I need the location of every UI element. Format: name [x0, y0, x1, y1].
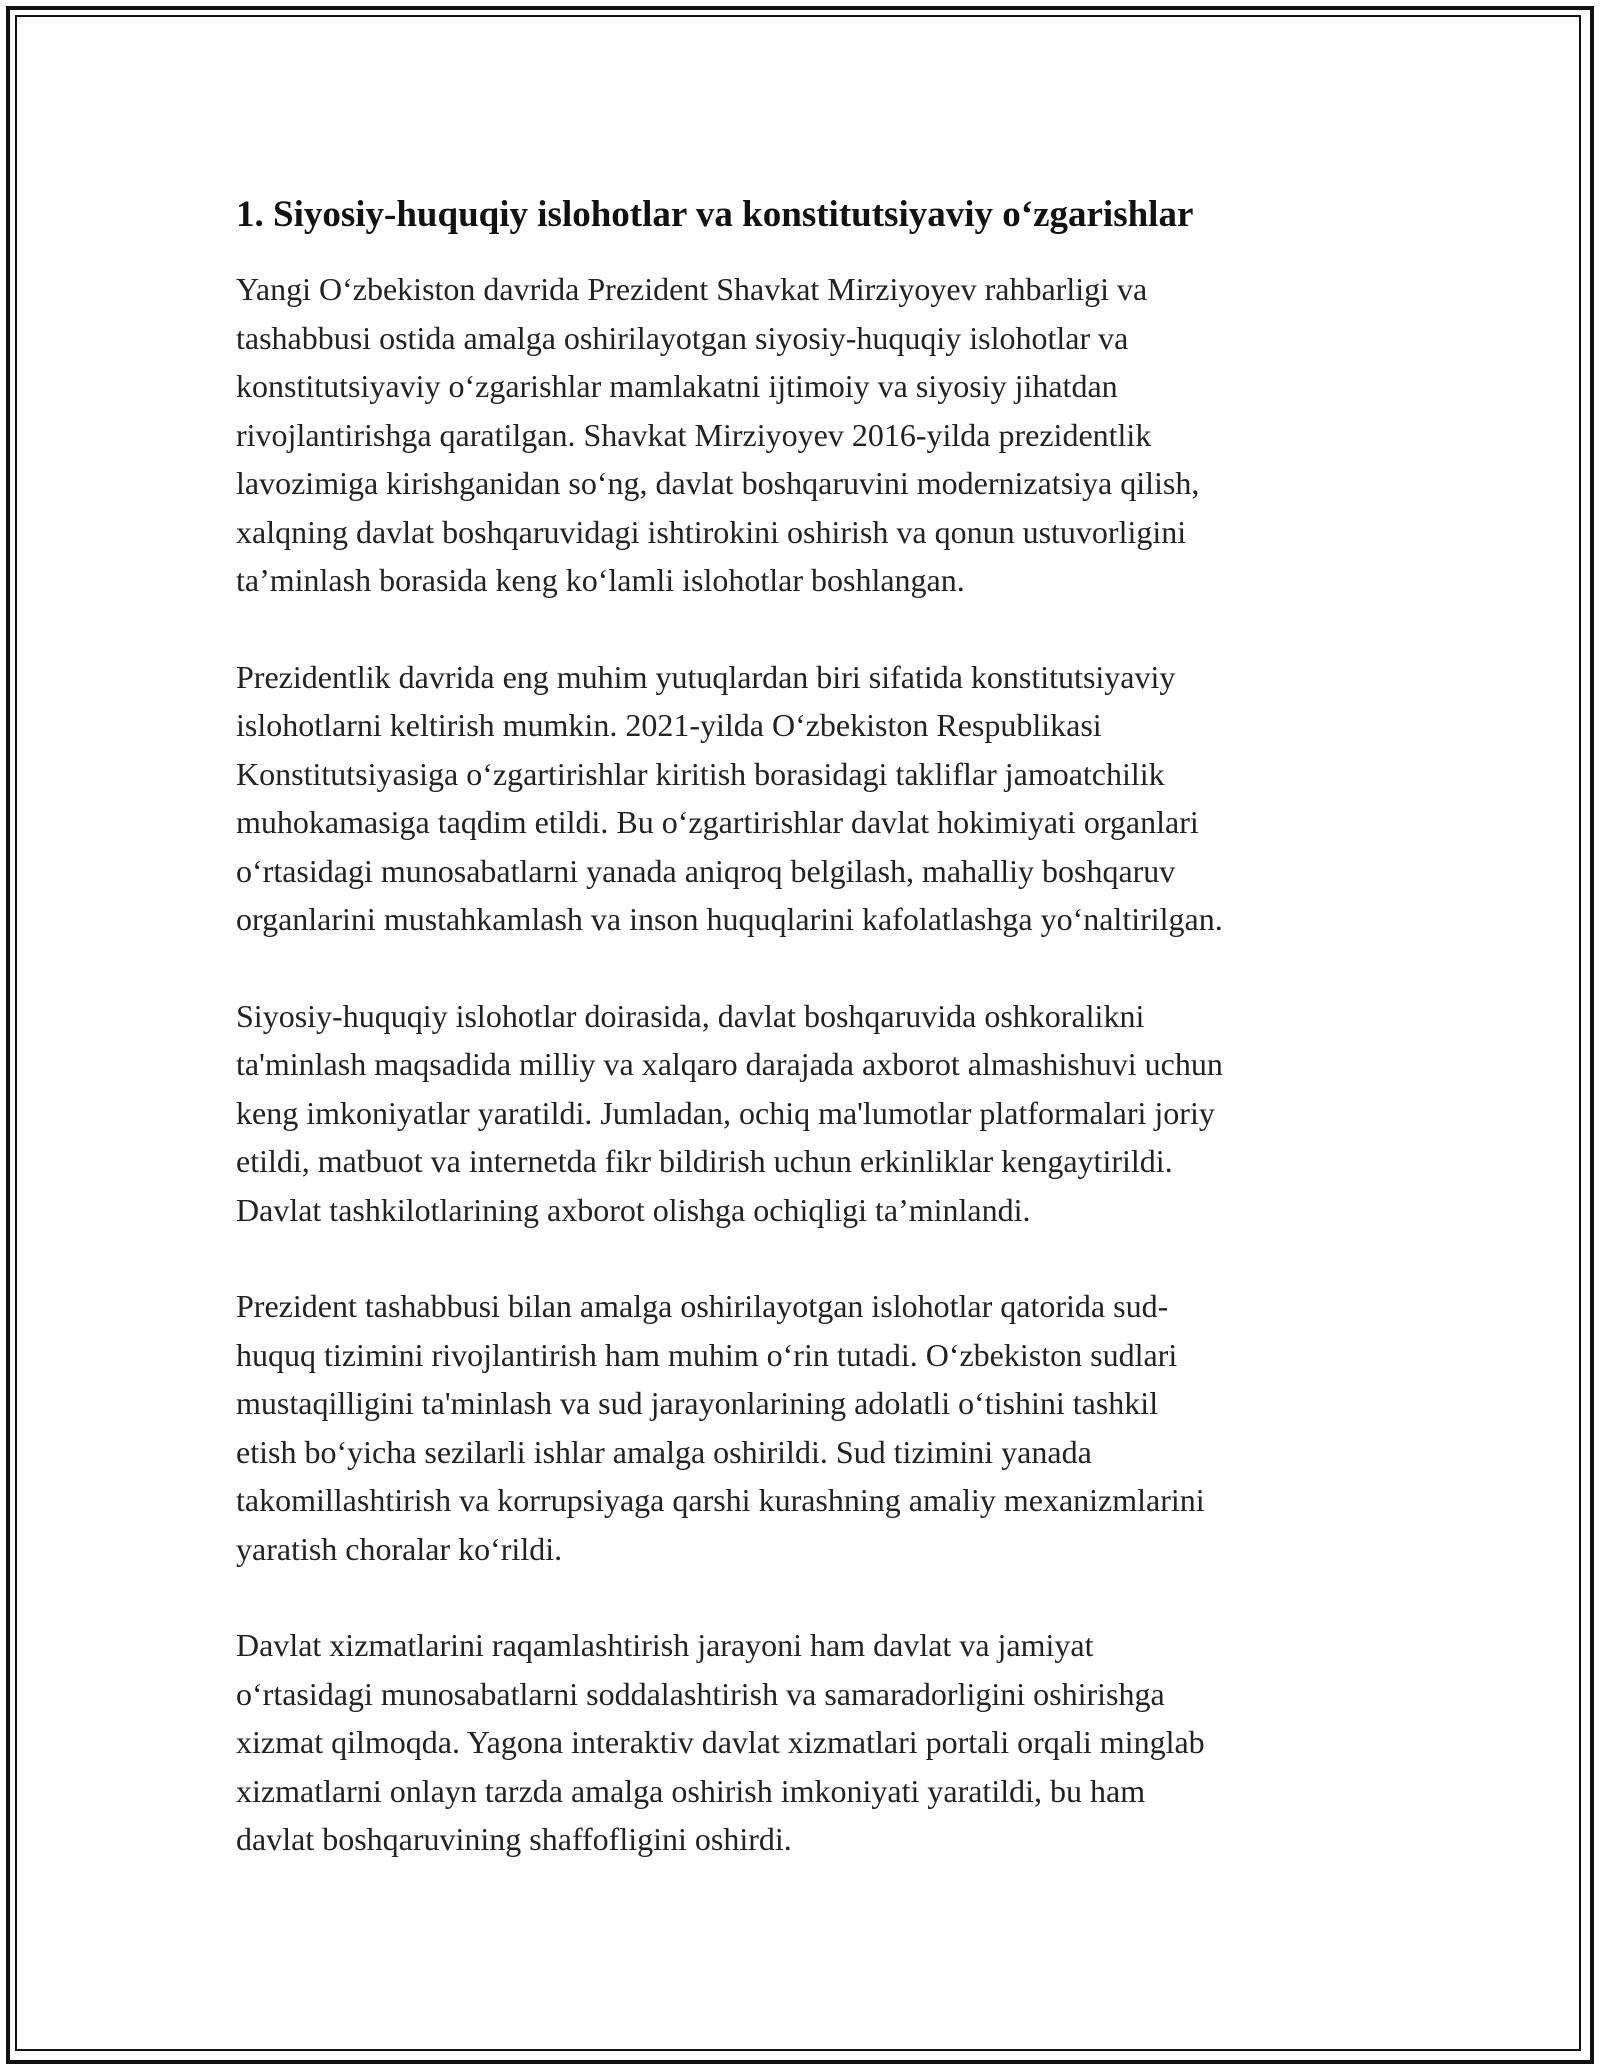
paragraph-intro: Yangi O‘zbekiston davrida Prezident Shavkat Mirziyoyev rahbarligi va tashabbusi ostida amalga oshirilayotgan siyosiy-huquqiy islohotlar va konstitutsiyaviy o‘zgarishlar mamlakatni ijtimoiy va siyosiy jihatdan rivojlantirishga qaratilgan. Shavkat Mirziyoyev 2016-yilda prezidentlik lavozimiga kirishganidan so‘ng, davlat boshqaruvini modernizatsiya qilish, xalqning davlat boshqaruvidagi ishtirokini oshirish va qonun ustuvorligini ta’minlash borasida keng ko‘lamli islohotlar boshlangan. [236, 271, 1200, 598]
paragraph-constitution: Prezidentlik davrida eng muhim yutuqlardan biri sifatida konstitutsiyaviy islohotlarni keltirish mumkin. 2021-yilda O‘zbekiston Respublikasi Konstitutsiyasiga o‘zgartirishlar kiritish borasidagi takliflar jamoatchilik muhokamasiga taqdim etildi. Bu o‘zgartirishlar davlat hokimiyati organlari o‘rtasidagi munosabatlarni yanada aniqroq belgilash, mahalliy boshqaruv organlarini mustahkamlash va inson huquqlarini kafolatlashga yo‘naltirilgan. [236, 658, 1223, 937]
paragraph-judiciary: Prezident tashabbusi bilan amalga oshirilayotgan islohotlar qatorida sud- huquq tizimini rivojlantirish ham muhim o‘rin tutadi. O‘zbekiston sudlari mustaqilligini ta'minlash va sud jarayonlarining adolatli o‘tishini tashkil etish bo‘yicha sezilarli ishlar amalga oshirildi. Sud tizimini yanada takomillashtirish va korrupsiyaga qarshi kurashning amaliy mexanizmlarini yaratish choralar ko‘rildi. [236, 1288, 1205, 1567]
section-heading: 1. Siyosiy-huquqiy islohotlar va konstitutsiyaviy o‘zgarishlar [236, 194, 1194, 235]
paragraph-transparency: Siyosiy-huquqiy islohotlar doirasida, davlat boshqaruvida oshkoralikni ta'minlash maqsadida milliy va xalqaro darajada axborot almashishuvi uchun keng imkoniyatlar yaratildi. Jumladan, ochiq ma'lumotlar platformalari joriy etildi, matbuot va internetda fikr bildirish uchun erkinliklar kengaytirildi. Davlat tashkilotlarining axborot olishga ochiqligi ta’minlandi. [236, 997, 1223, 1228]
document-body [236, 183, 1386, 1912]
paragraph-digitalization: Davlat xizmatlarini raqamlashtirish jarayoni ham davlat va jamiyat o‘rtasidagi munosabatlarni soddalashtirish va samaradorligini oshirishga xizmat qilmoqda. Yagona interaktiv davlat xizmatlari portali orqali minglab xizmatlarni onlayn tarzda amalga oshirish imkoniyati yaratildi, bu ham davlat boshqaruvining shaffofligini oshirdi. [236, 1627, 1205, 1857]
